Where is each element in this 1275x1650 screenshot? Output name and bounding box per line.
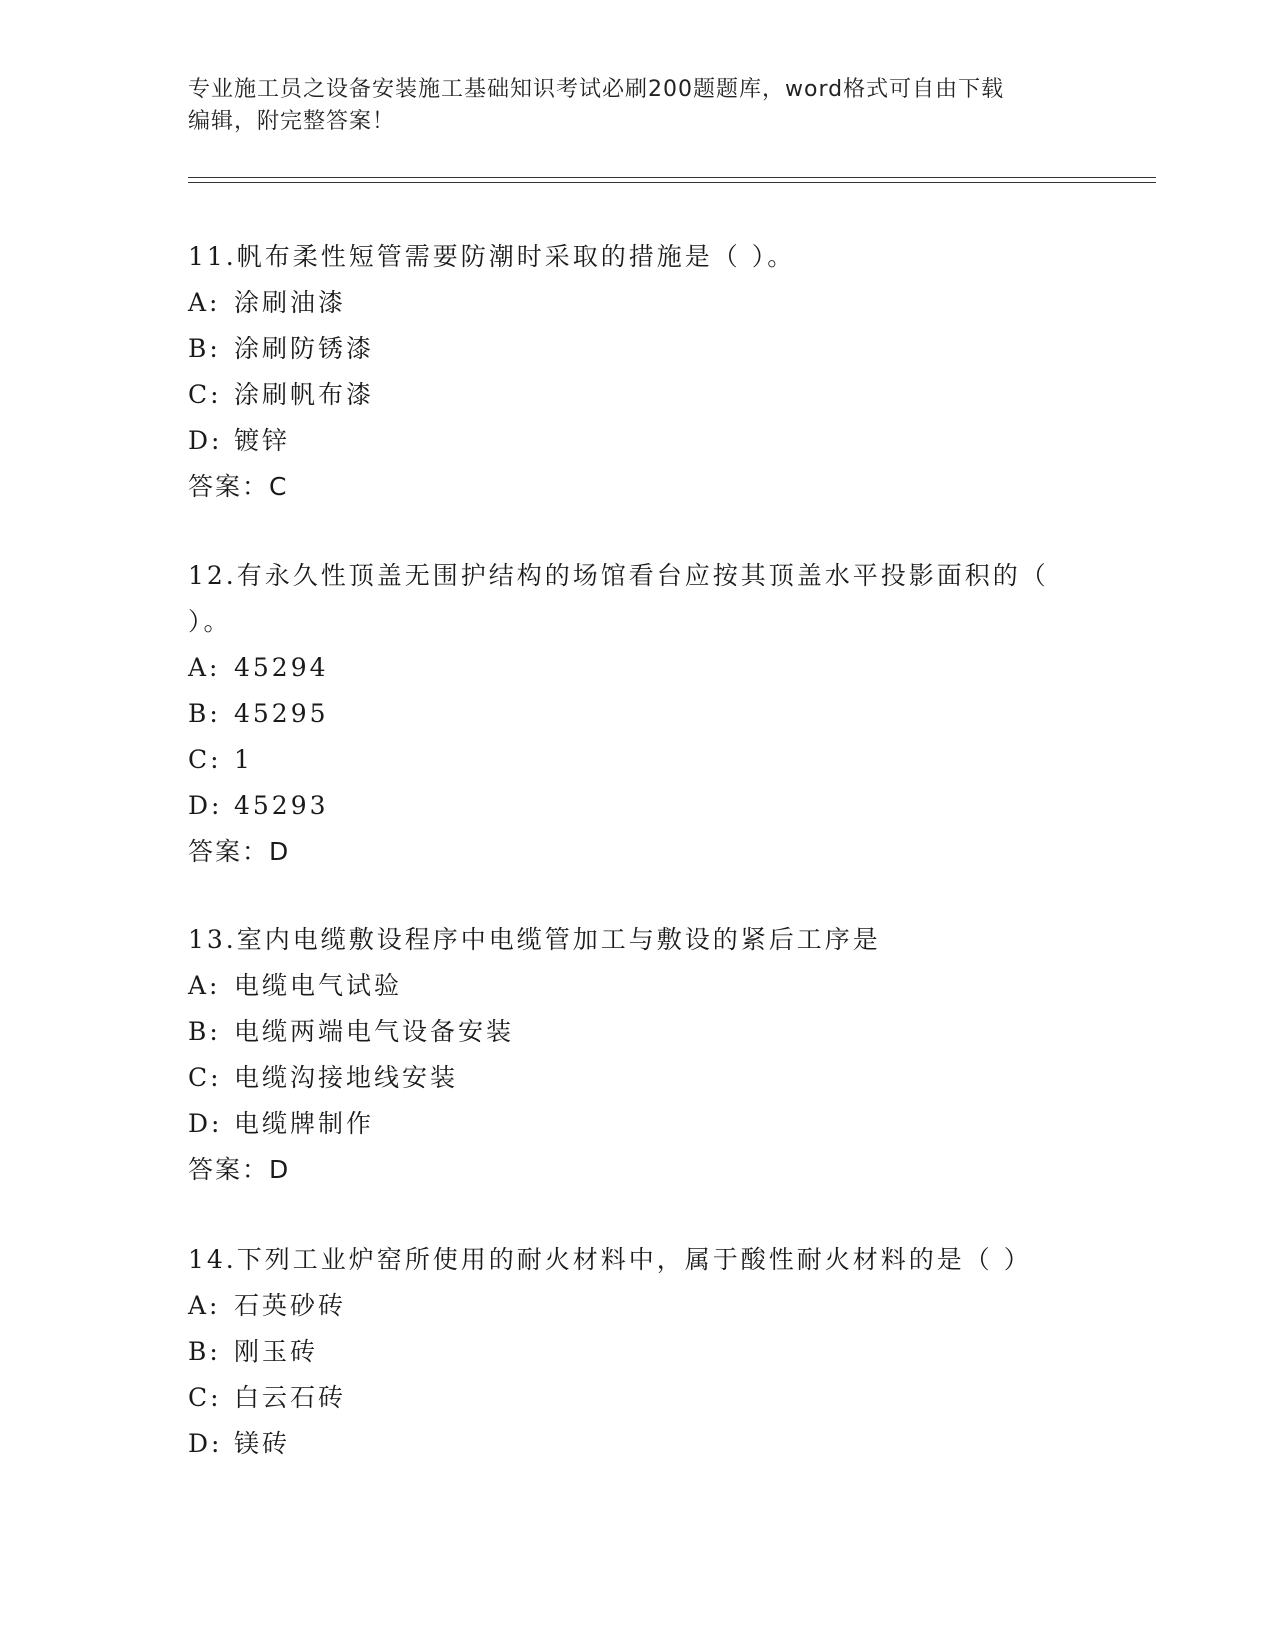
question-14 [188, 1237, 1088, 1467]
question-stem: 12.有永久性顶盖无围护结构的场馆看台应按其顶盖水平投影面积的（ [188, 561, 1049, 590]
answer-line: 答案：D [188, 1155, 291, 1184]
option-key: C: [188, 380, 222, 409]
header-divider-bottom [188, 182, 1156, 183]
option-key: C: [188, 745, 222, 774]
header-title-line1: 专业施工员之设备安装施工基础知识考试必刷200题题库，word格式可自由下载 [188, 77, 1005, 102]
option-a [188, 1283, 1088, 1329]
option-key: B: [188, 1337, 221, 1366]
option-text: 镀锌 [234, 426, 291, 455]
option-key: A: [188, 288, 221, 317]
option-text: 镁砖 [234, 1429, 291, 1458]
option-key: A: [188, 653, 221, 682]
option-a [188, 963, 1088, 1009]
question-13 [188, 917, 1088, 1193]
option-b [188, 326, 1088, 372]
option-key: A: [188, 971, 221, 1000]
option-d [188, 783, 1088, 829]
option-text: 45293 [234, 791, 329, 820]
option-key: A: [188, 1291, 221, 1320]
option-text: 白云石砖 [234, 1383, 347, 1412]
option-key: B: [188, 1017, 221, 1046]
option-c [188, 1375, 1088, 1421]
option-c [188, 372, 1088, 418]
option-c [188, 737, 1088, 783]
question-stem: 11.帆布柔性短管需要防潮时采取的措施是（ ）。 [188, 242, 796, 271]
document-header [188, 74, 1088, 138]
answer-line: 答案：C [188, 472, 289, 501]
option-text: 石英砂砖 [234, 1291, 347, 1320]
question-stem: 13.室内电缆敷设程序中电缆管加工与敷设的紧后工序是 [188, 925, 881, 954]
option-d [188, 418, 1088, 464]
option-a [188, 280, 1088, 326]
option-text: 涂刷帆布漆 [234, 380, 375, 409]
option-key: D: [188, 1429, 223, 1458]
option-text: 45294 [234, 653, 329, 682]
question-12 [188, 553, 1088, 875]
option-text: 涂刷防锈漆 [234, 334, 375, 363]
option-c [188, 1055, 1088, 1101]
option-text: 刚玉砖 [234, 1337, 319, 1366]
option-key: D: [188, 426, 223, 455]
option-text: 电缆牌制作 [234, 1109, 375, 1138]
question-stem-continued: ）。 [188, 607, 232, 636]
option-d [188, 1421, 1088, 1467]
option-key: B: [188, 699, 221, 728]
question-11 [188, 234, 1088, 510]
option-text: 电缆沟接地线安装 [234, 1063, 459, 1092]
option-key: C: [188, 1383, 222, 1412]
option-text: 电缆两端电气设备安装 [234, 1017, 515, 1046]
option-b [188, 1329, 1088, 1375]
option-b [188, 1009, 1088, 1055]
option-text: 45295 [234, 699, 329, 728]
option-key: D: [188, 791, 223, 820]
option-text: 1 [234, 745, 253, 774]
answer-line: 答案：D [188, 837, 291, 866]
option-b [188, 691, 1088, 737]
option-text: 电缆电气试验 [234, 971, 403, 1000]
option-text: 涂刷油漆 [234, 288, 347, 317]
header-title-line2: 编辑，附完整答案！ [188, 109, 396, 134]
option-key: B: [188, 334, 221, 363]
option-key: D: [188, 1109, 223, 1138]
option-d [188, 1101, 1088, 1147]
header-divider-top [188, 177, 1156, 178]
option-a [188, 645, 1088, 691]
question-stem: 14.下列工业炉窑所使用的耐火材料中，属于酸性耐火材料的是（ ） [188, 1245, 1032, 1274]
option-key: C: [188, 1063, 222, 1092]
